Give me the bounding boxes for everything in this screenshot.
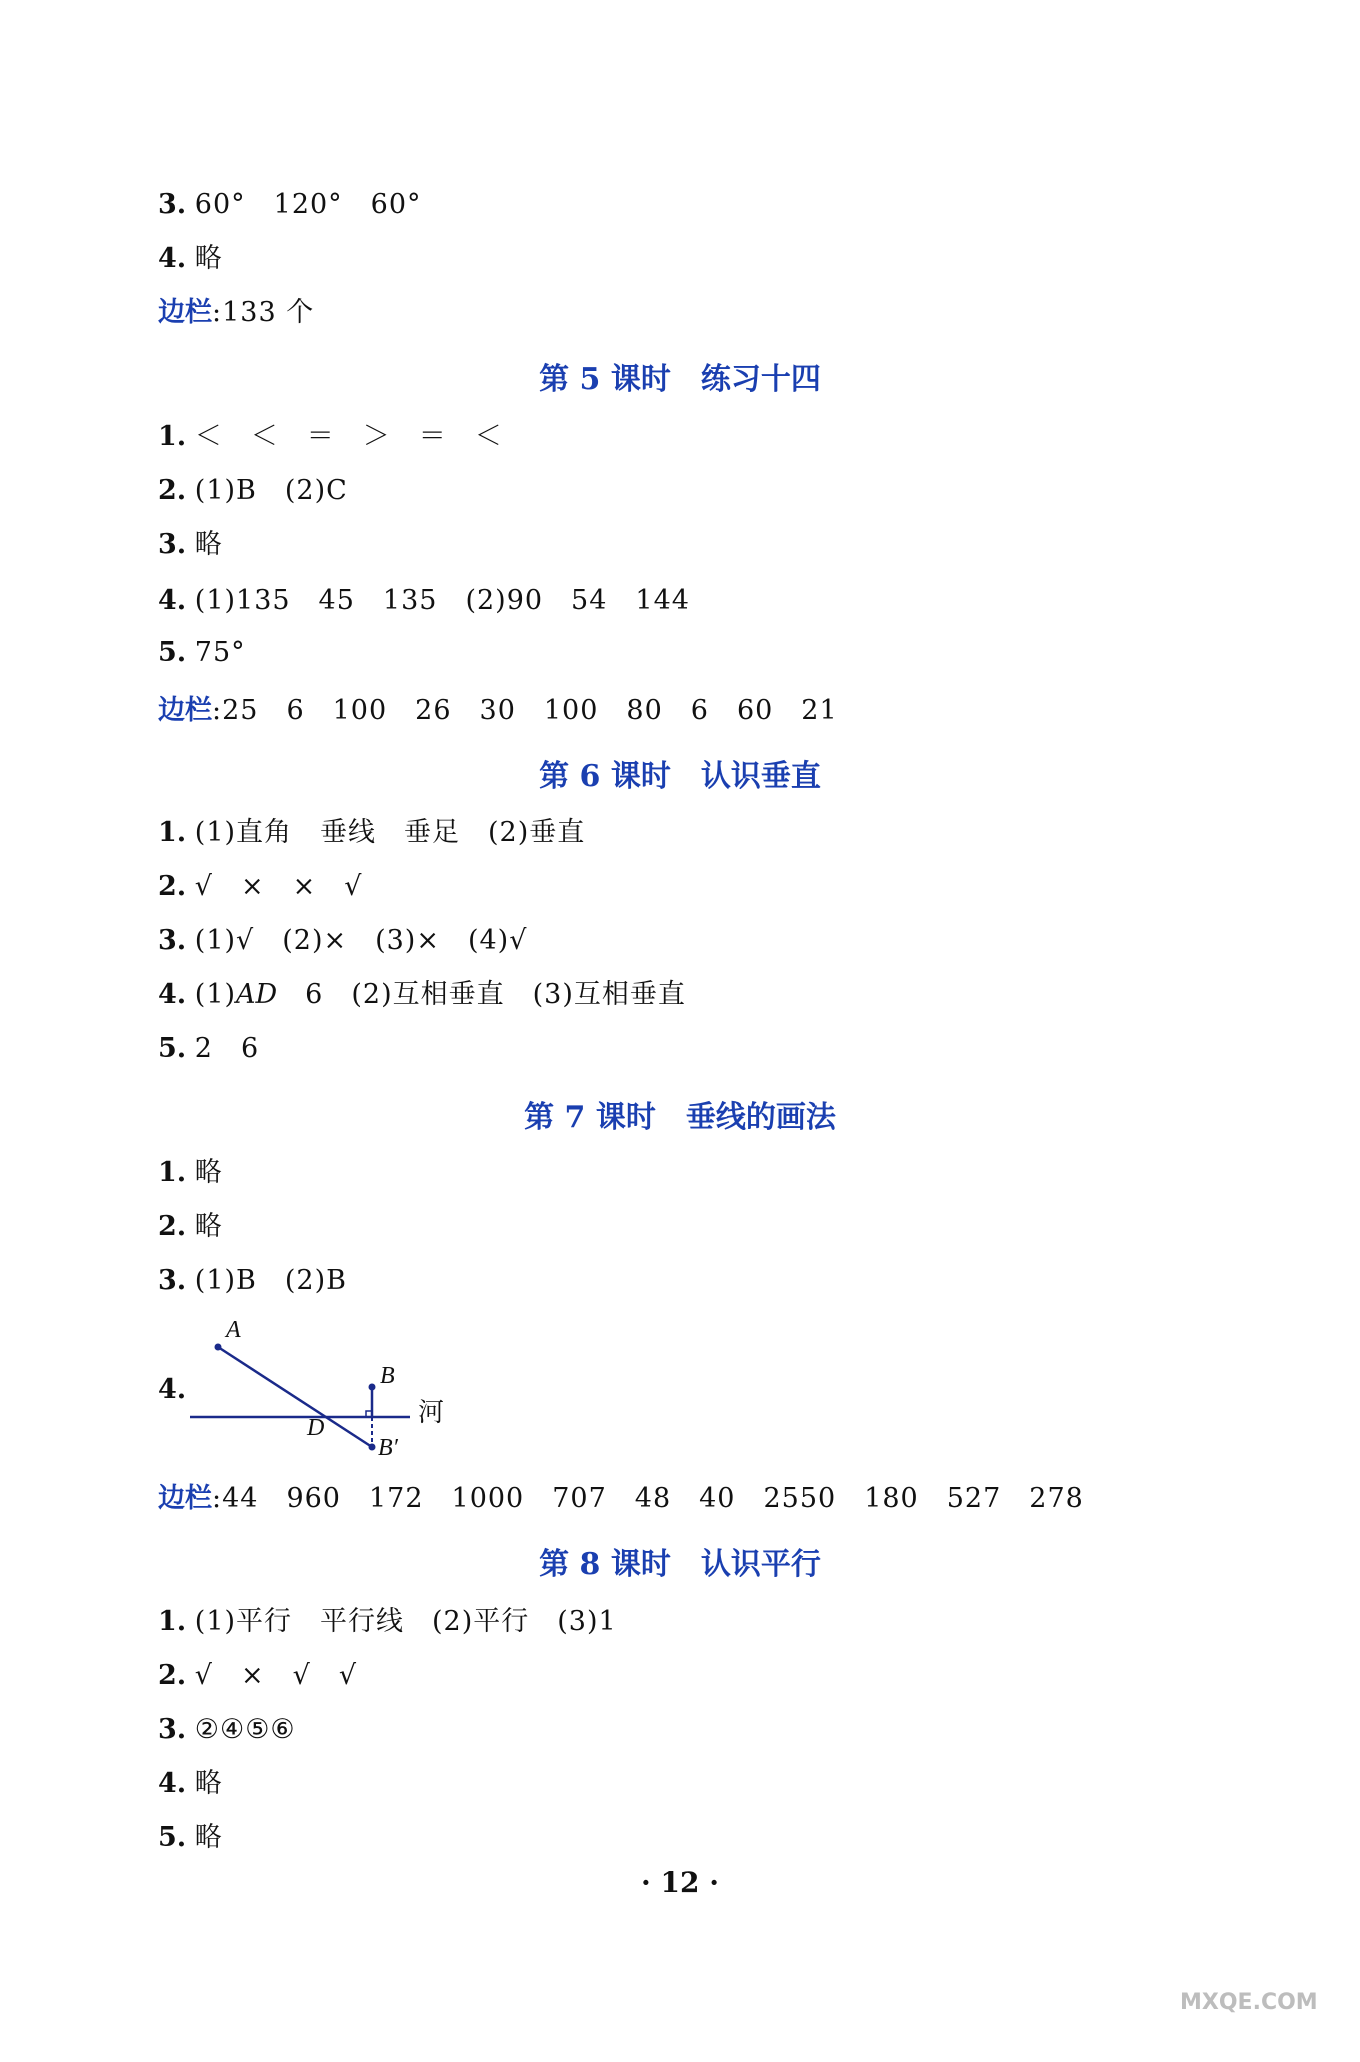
margin-answer-line (158, 1482, 1084, 1516)
answer-text: 略 (194, 1822, 223, 1853)
point-b-prime (369, 1444, 376, 1451)
answer-line (158, 1156, 223, 1190)
answer-text: (1) (194, 979, 237, 1010)
label-a: A (226, 1317, 241, 1343)
answer-line (158, 420, 503, 454)
question-number: 3. (158, 529, 187, 560)
question-number: 2. (158, 871, 187, 902)
answer-line (158, 870, 362, 904)
margin-label: 边栏 (158, 1483, 212, 1514)
answer-text: 略 (194, 1157, 223, 1188)
question-number: 5. (158, 637, 187, 668)
margin-answer-line (158, 694, 838, 728)
margin-label: 边栏 (158, 297, 212, 328)
answer-line (158, 188, 422, 222)
margin-answer-line (158, 296, 314, 330)
question-number: 3. (158, 1265, 187, 1296)
label-d: D (307, 1415, 325, 1441)
answer-line (158, 1713, 296, 1747)
label-b-prime: B′ (378, 1435, 398, 1461)
answer-line (158, 636, 246, 670)
lesson-heading: 第 7 课时 垂线的画法 (524, 1100, 836, 1135)
question-number: 3. (158, 925, 187, 956)
answer-text: :44 960 172 1000 707 48 40 2550 180 527 278 (212, 1483, 1084, 1514)
question-number: 1. (158, 817, 187, 848)
point-a (215, 1344, 222, 1351)
answer-text: (1)B (2)B (194, 1265, 347, 1296)
answer-line (158, 1032, 259, 1066)
question-number: 4. (158, 1374, 187, 1405)
answer-line (158, 474, 348, 508)
question-number: 1. (158, 1606, 187, 1637)
answer-text: :25 6 100 26 30 100 80 6 60 21 (212, 695, 838, 726)
segment-label: AD (236, 979, 278, 1010)
answer-text: ②④⑤⑥ (194, 1714, 296, 1745)
answer-text: 略 (194, 529, 223, 560)
question-number: 3. (158, 189, 187, 220)
answer-line (158, 242, 223, 276)
lesson-heading: 第 5 课时 练习十四 (539, 362, 821, 397)
answer-line (158, 816, 585, 850)
answer-text: √ × √ √ (194, 1660, 358, 1691)
answer-text: 75° (194, 637, 246, 668)
label-b: B (380, 1363, 395, 1389)
question-number: 4. (158, 585, 187, 616)
question-number: 5. (158, 1033, 187, 1064)
question-number: 2. (158, 475, 187, 506)
answer-text: ＜ ＜ ＝ ＞ ＝ ＜ (194, 421, 503, 452)
margin-label: 边栏 (158, 695, 212, 726)
answer-line (158, 1821, 223, 1855)
path-line-ad (218, 1347, 372, 1447)
question-number: 2. (158, 1211, 187, 1242)
answer-text: 略 (194, 1211, 223, 1242)
question-number: 1. (158, 1157, 187, 1188)
answer-text: :133 个 (212, 297, 315, 328)
label-river: 河 (418, 1398, 445, 1428)
question-number: 1. (158, 421, 187, 452)
answer-text: (1)直角 垂线 垂足 (2)垂直 (194, 817, 586, 848)
answer-line (158, 1264, 347, 1298)
answer-line (158, 978, 686, 1012)
question-number: 2. (158, 1660, 187, 1691)
question-number: 4. (158, 1768, 187, 1799)
answer-line (158, 584, 690, 618)
answer-line (158, 1659, 357, 1693)
question-number: 5. (158, 1822, 187, 1853)
answer-text: 略 (194, 243, 223, 274)
answer-text: 2 6 (194, 1033, 260, 1064)
answer-text: 6 (2)互相垂直 (3)互相垂直 (277, 979, 686, 1010)
answer-text: (1)√ (2)× (3)× (4)√ (194, 925, 528, 956)
lesson-heading: 第 8 课时 认识平行 (539, 1547, 821, 1582)
answer-text: 60° 120° 60° (194, 189, 422, 220)
lesson-heading: 第 6 课时 认识垂直 (539, 759, 821, 794)
river-perpendicular-diagram (180, 1305, 480, 1465)
question-number: 4. (158, 979, 187, 1010)
answer-text: √ × × √ (194, 871, 363, 902)
answer-line (158, 1767, 223, 1801)
watermark-logo: MXQE.COM (1180, 1990, 1318, 2015)
question-number: 4. (158, 243, 187, 274)
page-number: · 12 · (641, 1866, 719, 1899)
answer-line (158, 924, 527, 958)
answer-line (158, 528, 223, 562)
answer-text: (1)平行 平行线 (2)平行 (3)1 (194, 1606, 617, 1637)
answer-text: (1)135 45 135 (2)90 54 144 (194, 585, 690, 616)
answer-text: 略 (194, 1768, 223, 1799)
question-number: 3. (158, 1714, 187, 1745)
answer-text: (1)B (2)C (194, 475, 348, 506)
answer-line (158, 1210, 223, 1244)
point-b (369, 1384, 376, 1391)
answer-line (158, 1605, 617, 1639)
